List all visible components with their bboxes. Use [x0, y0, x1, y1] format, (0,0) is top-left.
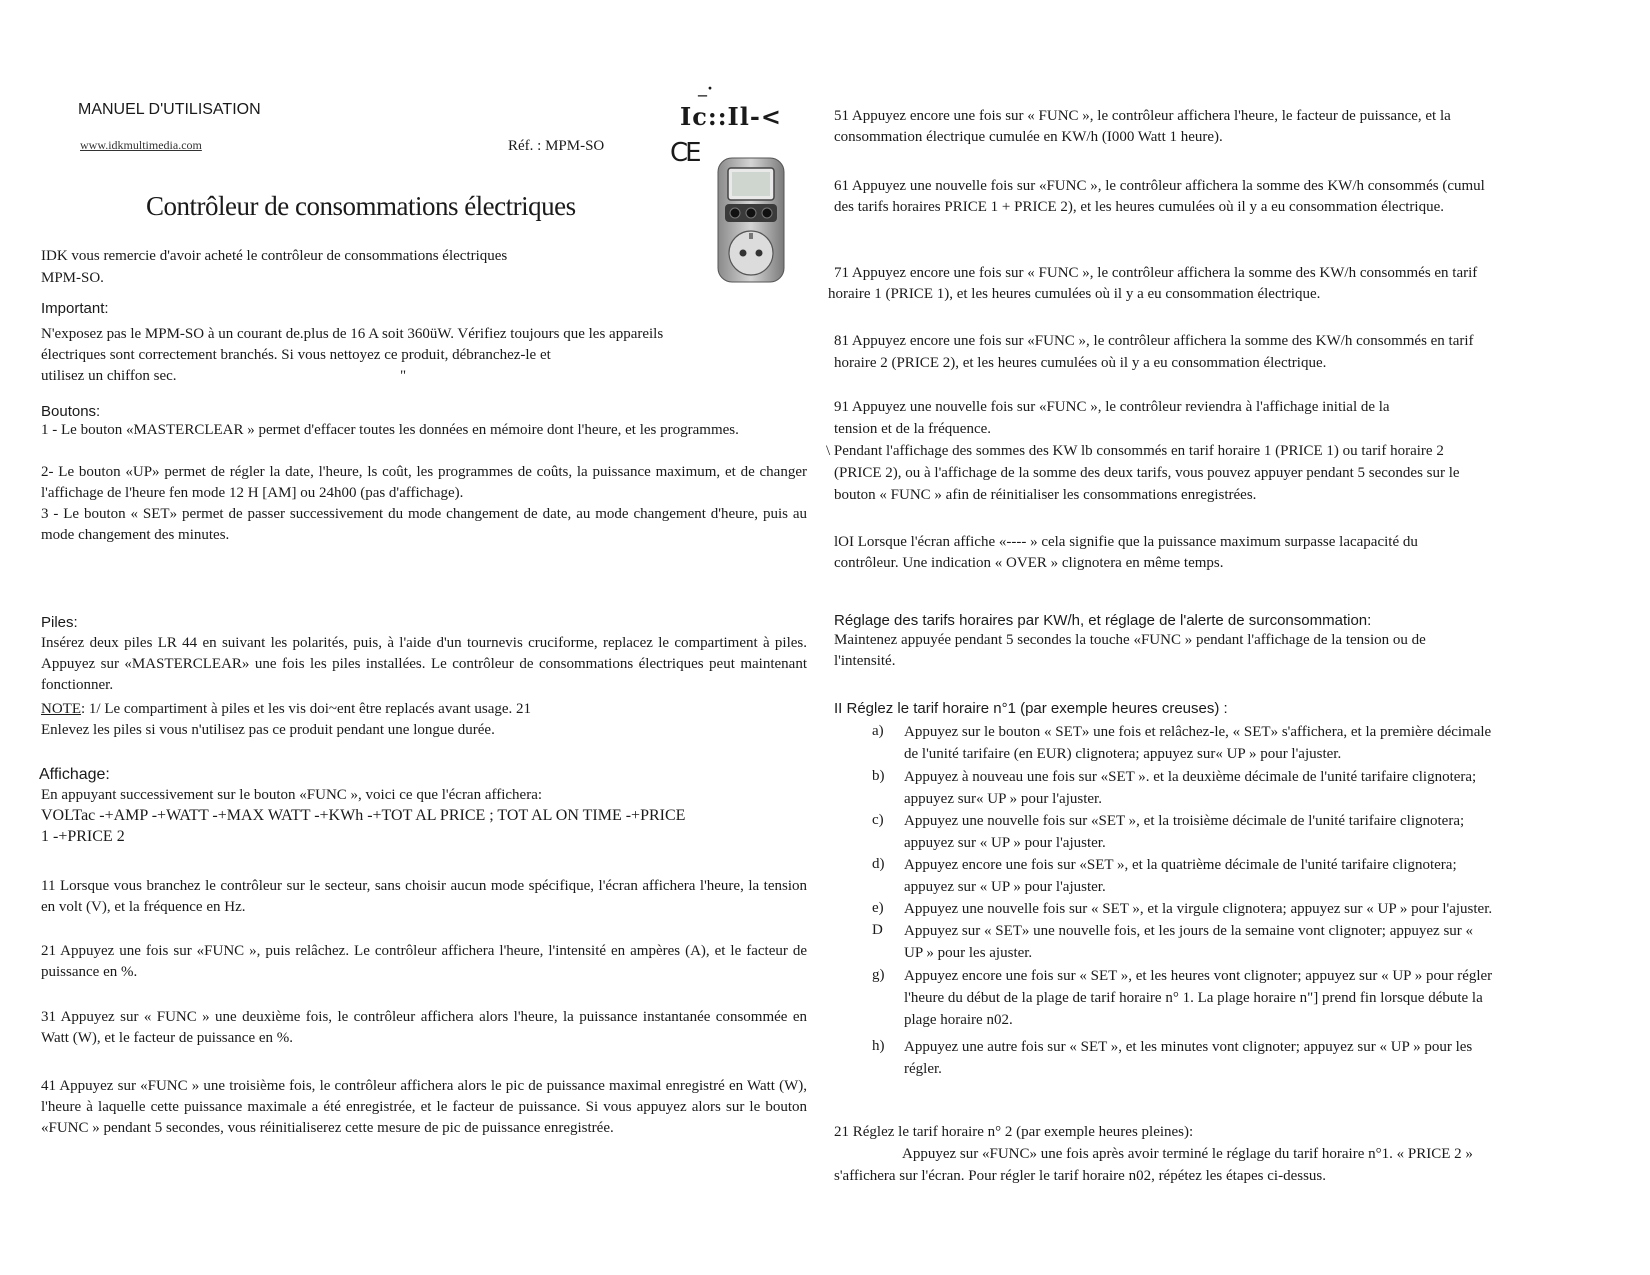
step-text-line: régler.: [904, 1061, 942, 1077]
step-label: h): [872, 1038, 885, 1054]
piles-heading: Piles:: [41, 614, 78, 631]
affichage-heading: Affichage:: [39, 766, 110, 783]
tarif-1-step: [872, 721, 1612, 765]
product-power-meter-image: [712, 156, 790, 286]
reglage-line-2: l'intensité.: [834, 653, 896, 669]
step-label: b): [872, 768, 885, 784]
piles-note: [41, 699, 531, 720]
note-text: : 1/ Le compartiment à piles et les vis doi~ent être replacés avant usage. 21: [81, 701, 532, 717]
tarif-1-step: [872, 1036, 1612, 1080]
step-9-line-1: 91 Appuyez une nouvelle fois sur «FUNC », le contrôleur reviendra à l'affichage initial de la: [834, 399, 1390, 415]
note-label: NOTE: [41, 701, 81, 717]
step-5-line-2: consommation électrique cumulée en KW/h (I000 Watt 1 heure).: [834, 129, 1223, 145]
step-text-line: Appuyez sur « SET» une nouvelle fois, et les jours de la semaine vont clignoter; appuyez sur «: [904, 923, 1474, 939]
pendant-line-3: bouton « FUNC » afin de réinitialiser les consommations enregistrées.: [834, 487, 1257, 503]
step-text-line: Appuyez à nouveau une fois sur «SET ». et la deuxième décimale de l'unité tarifaire clignotera;: [904, 769, 1477, 785]
logo-accent: _·: [698, 78, 714, 98]
affichage-line-1: En appuyant successivement sur le bouton «FUNC », voici ce que l'écran affichera:: [41, 787, 543, 803]
pendant-line-2: (PRICE 2), ou à l'affichage de la somme des deux tarifs, vous pouvez appuyer pendant 5 secondes sur le: [834, 465, 1460, 481]
step-4: 41 Appuyez sur «FUNC » une troisième fois, le contrôleur affichera alors le pic de puissance maximal enregistré en Watt (W), l'heure à laquelle cette puissance maximale a été enregistrée, et le facteur de puissance. Si vous appuyez alors sur le bouton «FUNC » pendant 5 secondes, vous réinitialiserez cette mesure de pic de puissance enregistrée.: [41, 1078, 807, 1136]
step-text-line: de l'unité tarifaire (en EUR) clignotera; appuyez sur« UP » pour l'ajuster.: [904, 746, 1342, 762]
step-label: D: [872, 922, 883, 938]
tarif-1-step: [872, 965, 1612, 1031]
step-7-line-2: horaire 1 (PRICE 1), et les heures cumulées où il y a eu consommation électrique.: [828, 286, 1321, 302]
step-10-line-1: lOI Lorsque l'écran affiche «---- » cela signifie que la puissance maximum surpasse lacapacité du: [834, 534, 1418, 550]
piles-note-line-2: Enlevez les piles si vous n'utilisez pas ce produit pendant une longue durée.: [41, 722, 495, 738]
bouton-set: 3 - Le bouton « SET» permet de passer successivement du mode changement de date, au mode changement d'heure, puis au mode changement des minutes.: [41, 506, 807, 543]
step-1: 11 Lorsque vous branchez le contrôleur sur le secteur, sans choisir aucun mode spécifique, l'écran affichera l'heure, la tension en volt (V), et la fréquence en Hz.: [41, 878, 807, 915]
step-label: a): [872, 723, 884, 739]
step-text-line: Appuyez une nouvelle fois sur « SET », et la virgule clignotera; appuyez sur « UP » pour l'ajuster.: [904, 901, 1493, 917]
step-text-line: Appuyez une autre fois sur « SET », et les minutes vont clignoter; appuyez sur « UP » pour les: [904, 1039, 1473, 1055]
bouton-up: 2- Le bouton «UP» permet de régler la date, l'heure, ls coût, les programmes de coûts, la puissance maximum, et de changer l'affichage de l'heure fen mode 12 H [AM] ou 24h00 (pas d'affichage).: [41, 464, 807, 501]
tarif-2-heading: 21 Réglez le tarif horaire n° 2 (par exemple heures pleines):: [834, 1124, 1194, 1140]
step-text-line: Appuyez une nouvelle fois sur «SET », et la troisième décimale de l'unité tarifaire clignotera;: [904, 813, 1465, 829]
step-5-line-1: 51 Appuyez encore une fois sur « FUNC », le contrôleur affichera l'heure, le facteur de puissance, et la: [834, 108, 1451, 124]
intro-line-2: MPM-SO.: [41, 270, 104, 286]
step-text-line: appuyez sur « UP » pour l'ajuster.: [904, 879, 1106, 895]
step-10-line-2: contrôleur. Une indication « OVER » clignotera en même temps.: [834, 555, 1224, 571]
important-heading: Important:: [41, 300, 109, 317]
intro-line-1: IDK vous remercie d'avoir acheté le contrôleur de consommations électriques: [41, 248, 508, 264]
step-text-line: UP » pour les ajuster.: [904, 945, 1033, 961]
bouton-masterclear: 1 - Le bouton «MASTERCLEAR » permet d'effacer toutes les données en mémoire dont l'heure, et les programmes.: [41, 422, 739, 438]
piles-text: Insérez deux piles LR 44 en suivant les polarités, puis, à l'aide d'un tournevis cruciforme, replacez le compartiment à piles. Appuyez sur «MASTERCLEAR» une fois les piles installées. Le contrôleur de consommations électriques peut maintenant fonctionner.: [41, 635, 807, 693]
step-label: e): [872, 900, 884, 916]
pendant-line-1: \ Pendant l'affichage des sommes des KW lb consommés en tarif horaire 1 (PRICE 1) ou tarif horaire 2: [826, 443, 1444, 459]
tarif-1-step: [872, 920, 1612, 964]
step-label: c): [872, 812, 884, 828]
stray-mark: ": [400, 368, 407, 384]
step-text-line: appuyez sur « UP » pour l'ajuster.: [904, 835, 1106, 851]
step-text-line: l'heure du début de la plage de tarif horaire n° 1. La plage horaire n"] prend fin lorsque débute la: [904, 990, 1483, 1006]
step-label: g): [872, 967, 885, 983]
step-3: 31 Appuyez sur « FUNC » une deuxième fois, le contrôleur affichera alors l'heure, la puissance instantanée consommée en Watt (W), et le facteur de puissance en %.: [41, 1009, 807, 1046]
step-6-line-1: 61 Appuyez une nouvelle fois sur «FUNC », le contrôleur affichera la somme des KW/h consommés (cumul: [834, 178, 1485, 194]
tarif-1-heading: II Réglez le tarif horaire n°1 (par exemple heures creuses) :: [834, 700, 1228, 717]
step-text-line: plage horaire n02.: [904, 1012, 1013, 1028]
reglage-heading: Réglage des tarifs horaires par KW/h, et réglage de l'alerte de surconsommation:: [834, 612, 1372, 629]
boutons-heading: Boutons:: [41, 403, 101, 420]
tarif-1-step: [872, 766, 1612, 810]
step-text-line: Appuyez sur le bouton « SET» une fois et relâchez-le, « SET» s'affichera, et la première décimale: [904, 724, 1492, 740]
important-line-1: N'exposez pas le MPM-SO à un courant de.plus de 16 A soit 360üW. Vérifiez toujours que les appareils: [41, 326, 664, 342]
reglage-line-1: Maintenez appuyée pendant 5 secondes la touche «FUNC » pendant l'affichage de la tension ou de: [834, 632, 1426, 648]
affichage-sequence-end: 1 -+PRICE 2: [41, 828, 125, 845]
ce-mark: CE: [670, 138, 699, 168]
step-text-line: Appuyez encore une fois sur «SET », et la quatrième décimale de l'unité tarifaire clignotera;: [904, 857, 1457, 873]
important-line-2: électriques sont correctement branchés. Si vous nettoyez ce produit, débranchez-le et: [41, 347, 551, 363]
website-link[interactable]: www.idkmultimedia.com: [80, 138, 202, 152]
step-9-line-2: tension et de la fréquence.: [834, 421, 992, 437]
affichage-sequence: VOLTac -+AMP -+WATT -+MAX WATT -+KWh -+TOT AL PRICE ; TOT AL ON TIME -+PRICE: [41, 807, 686, 824]
step-label: d): [872, 856, 885, 872]
tarif-2-line-2: s'affichera sur l'écran. Pour régler le tarif horaire n02, répétez les étapes ci-dessus.: [834, 1168, 1326, 1184]
step-8-line-2: horaire 2 (PRICE 2), et les heures cumulées où il y a eu consommation électrique.: [834, 355, 1327, 371]
step-text-line: Appuyez encore une fois sur « SET », et les heures vont clignoter; appuyez sur « UP » pour régler: [904, 968, 1493, 984]
tarif-2-line-1: Appuyez sur «FUNC» une fois après avoir terminé le réglage du tarif horaire n°1. « PRICE 2 »: [902, 1146, 1473, 1162]
brand-logo: Ic::Il-<: [680, 102, 782, 131]
step-2: 21 Appuyez une fois sur «FUNC », puis relâchez. Le contrôleur affichera l'heure, l'intensité en ampères (A), et le facteur de puissance en %.: [41, 943, 807, 980]
manual-heading: MANUEL D'UTILISATION: [78, 101, 261, 118]
reference-number: Réf. : MPM-SO: [508, 138, 605, 154]
document-title: Contrôleur de consommations électriques: [146, 191, 576, 221]
step-8-line-1: 81 Appuyez encore une fois sur «FUNC », le contrôleur affichera la somme des KW/h consommés en tarif: [834, 333, 1474, 349]
step-text-line: appuyez sur« UP » pour l'ajuster.: [904, 791, 1102, 807]
step-6-line-2: des tarifs horaires PRICE 1 + PRICE 2), et les heures cumulées où il y a eu consommation électrique.: [834, 199, 1444, 215]
important-line-3: utilisez un chiffon sec.: [41, 368, 177, 384]
tarif-1-step: [872, 810, 1612, 854]
tarif-1-step: [872, 898, 1612, 920]
step-7-line-1: 71 Appuyez encore une fois sur « FUNC », le contrôleur affichera la somme des KW/h consommés en tarif: [834, 265, 1478, 281]
tarif-1-step: [872, 854, 1612, 898]
